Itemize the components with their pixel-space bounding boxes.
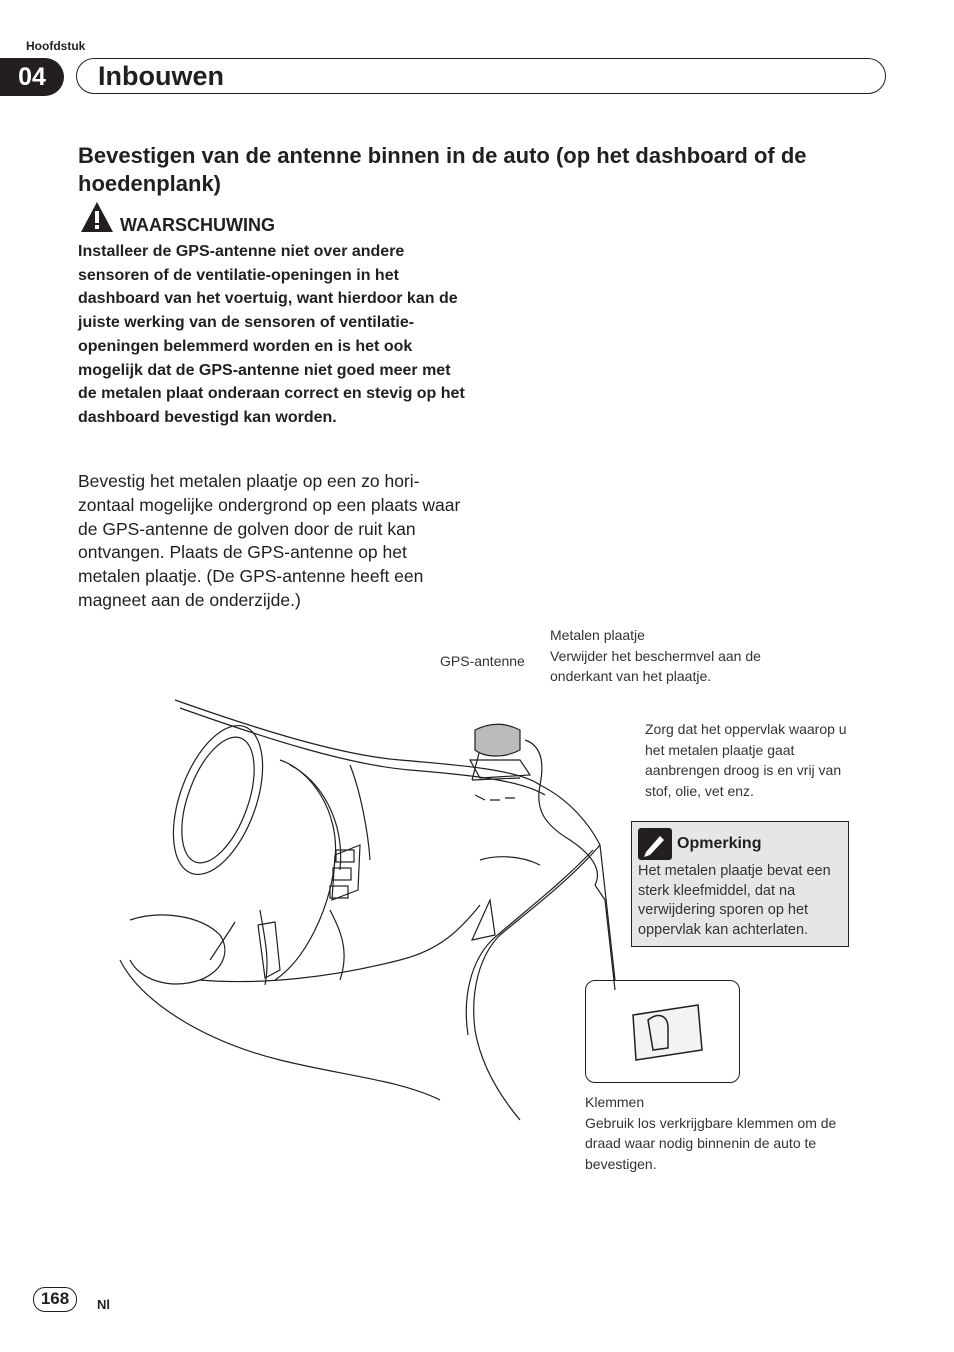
note-title: Opmerking — [677, 835, 762, 852]
chapter-title: Inbouwen — [98, 61, 224, 91]
clamps-title: Klemmen — [585, 1094, 645, 1110]
clamp-leader-line — [590, 840, 620, 985]
clamp-icon — [628, 1000, 708, 1065]
body-paragraph: Bevestig het metalen plaatje op een zo hori- zontaal mogelijke ondergrond op een plaats waar de GPS-antenne de golven door de ruit kan ontvangen. Plaats de GPS-antenne op het metalen plaatje. (De GPS-antenne heeft een magneet aan de onderzijde.) — [78, 471, 461, 610]
warning-triangle-icon — [80, 200, 114, 234]
note-text: Het metalen plaatje bevat een sterk kleefmiddel, dat na verwijdering sporen op het oppervlak kan achterlaten. — [638, 863, 831, 938]
clamps-text: Gebruik los verkrijgbare klemmen om de draad waar nodig binnenin de auto te bevestigen. — [585, 1114, 837, 1172]
surface-callout: Zorg dat het oppervlak waarop u het metalen plaatje gaat aanbrengen droog is en vrij van stof, olie, vet enz. — [645, 721, 847, 799]
pencil-note-icon — [638, 828, 672, 860]
metal-plate-title: Metalen plaatje — [550, 627, 645, 643]
warning-text: Installeer de GPS-antenne niet over andere sensoren of de ventilatie-openingen in het dashboard van het voertuig, want hierdoor kan de juiste werking van de sensoren of ventilatie-openingen belemmerd worden en is het ook mogelijk dat de GPS-antenne niet goed meer met de metalen plaat onderaan correct en stevig op het dashboard bevestigd kan worden. — [78, 243, 465, 426]
chapter-label: Hoofdstuk — [26, 39, 86, 53]
warning-title: WAARSCHUWING — [120, 215, 275, 235]
language-code: Nl — [97, 1297, 110, 1312]
section-heading: Bevestigen van de antenne binnen in de auto (op het dashboard of de hoedenplank) — [78, 143, 807, 196]
page-number: 168 — [33, 1287, 77, 1312]
metal-plate-callout — [550, 625, 790, 687]
metal-plate-text: Verwijder het beschermvel aan de onderkant van het plaatje. — [550, 647, 761, 684]
clamps-callout — [585, 1092, 840, 1174]
chapter-number: 04 — [0, 58, 64, 96]
gps-antenna-label: GPS-antenne — [440, 653, 525, 669]
